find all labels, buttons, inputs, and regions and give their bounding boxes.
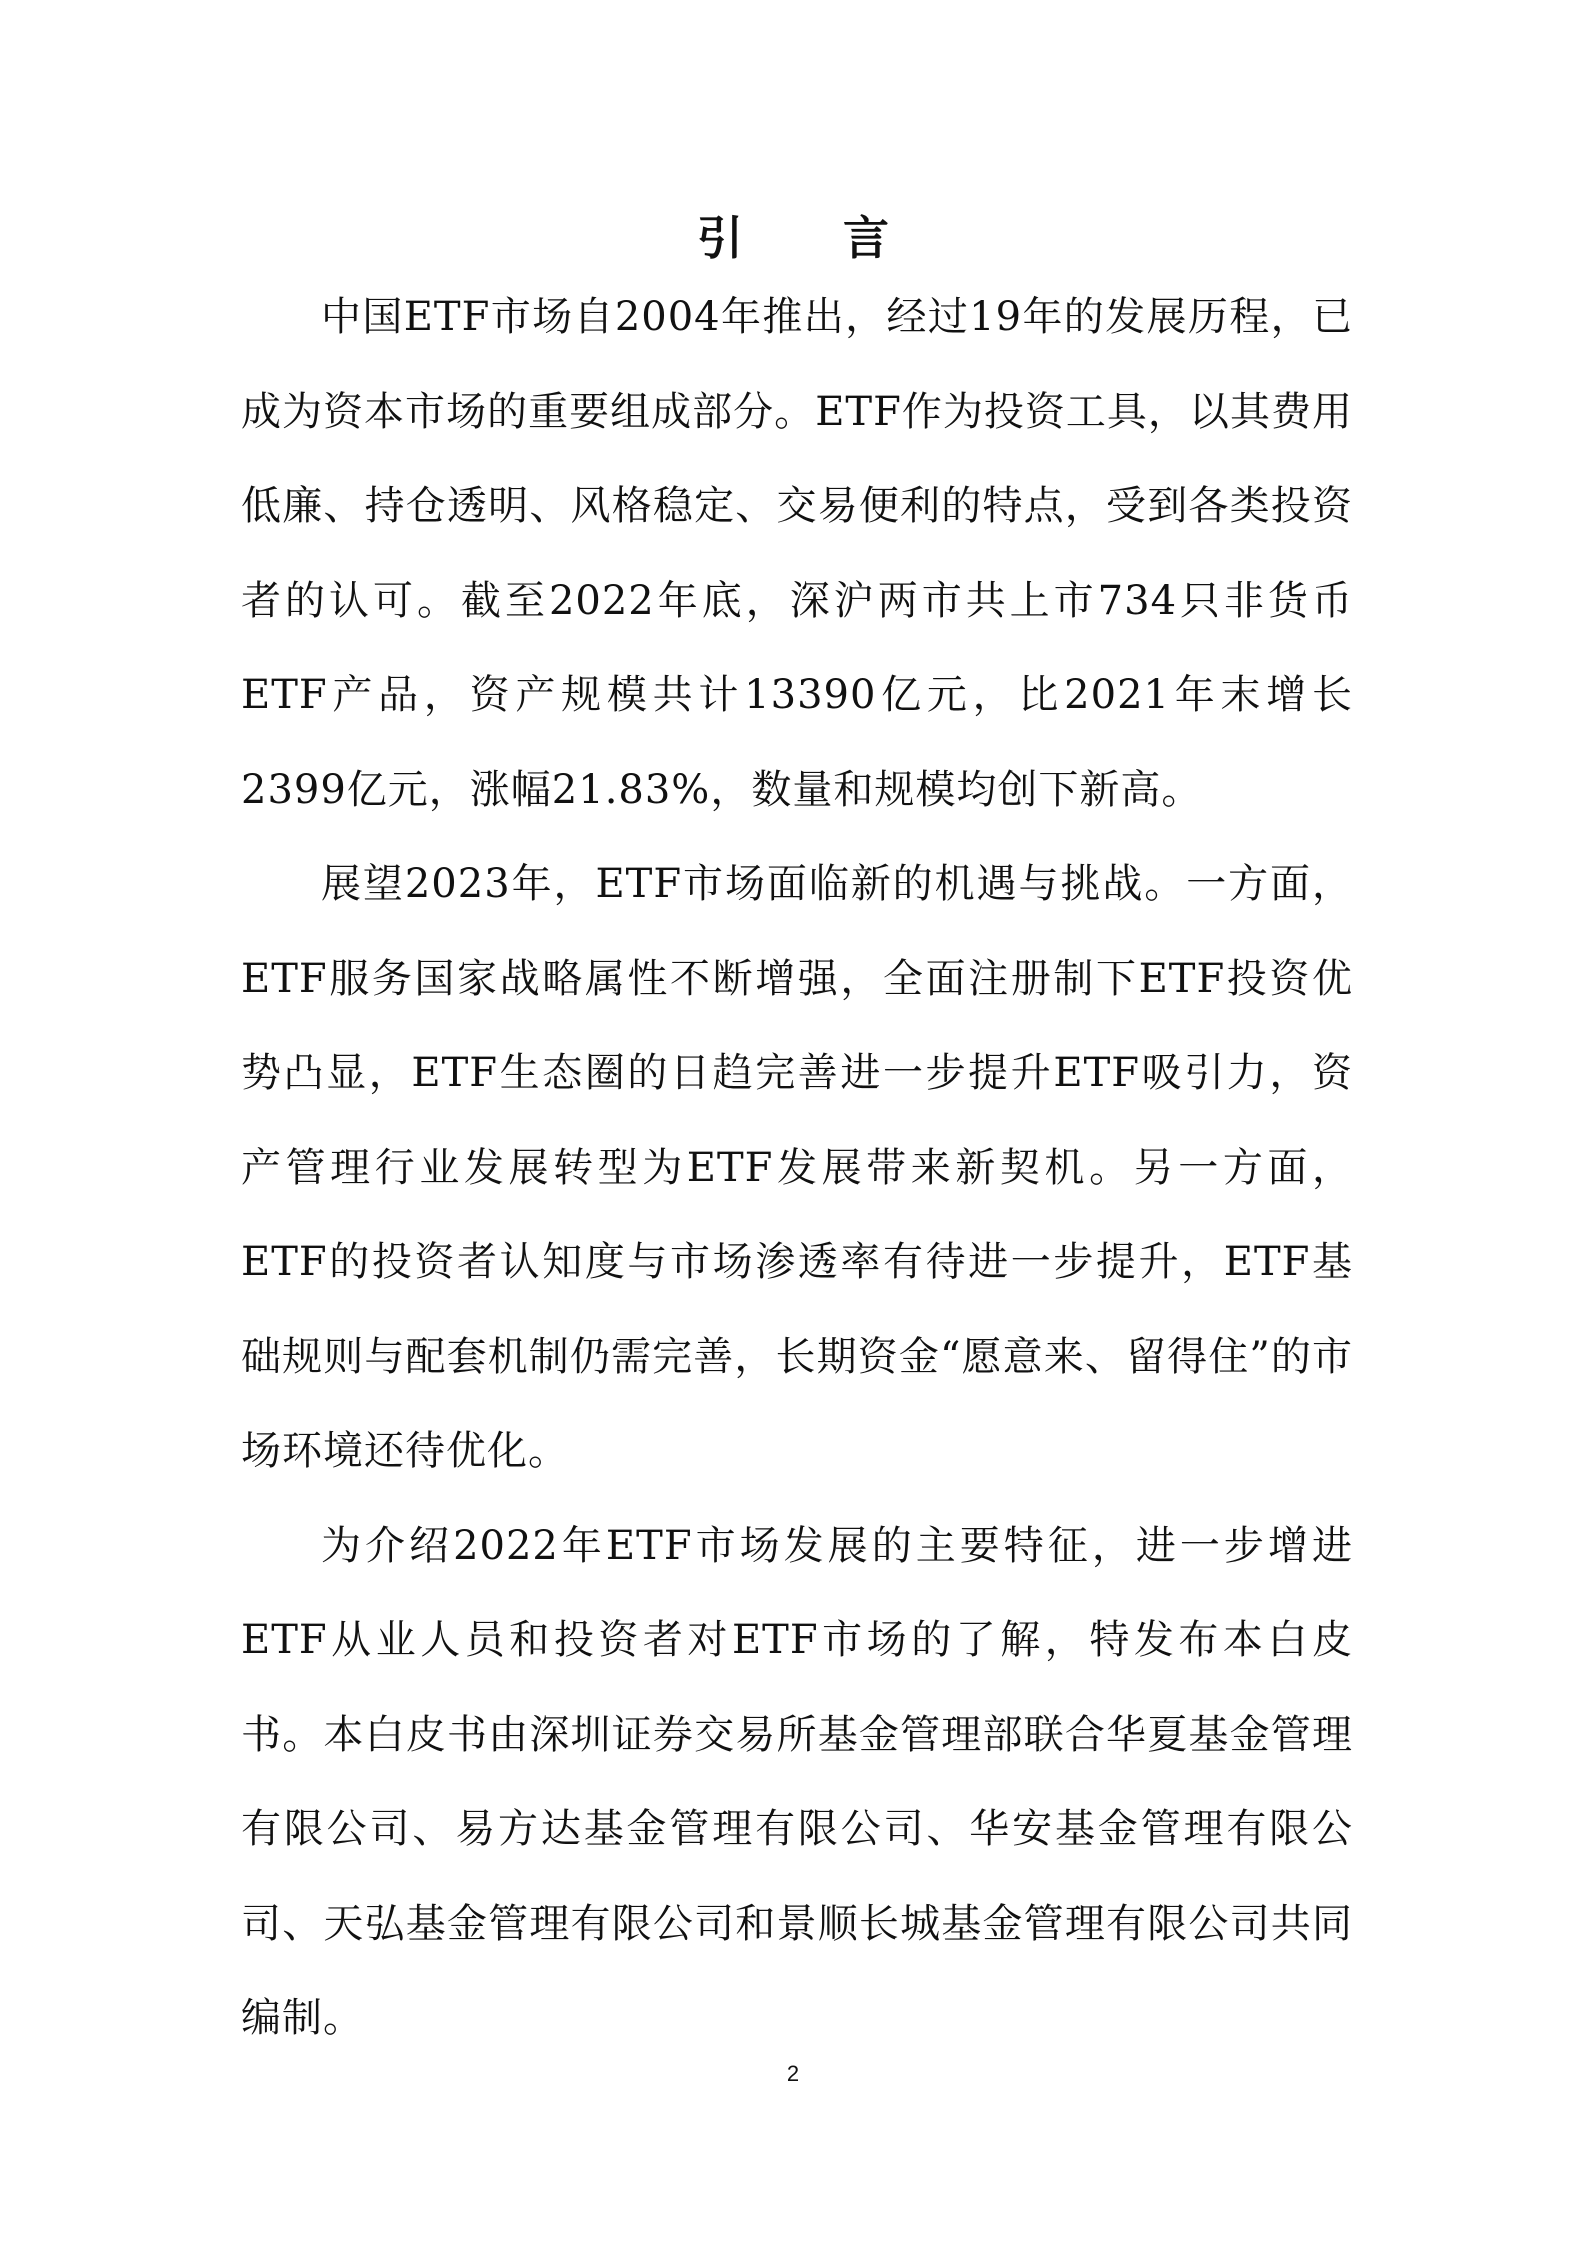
section-title: 引 言 xyxy=(696,211,931,265)
paragraph-outlook: 展望2023年，ETF市场面临新的机遇与挑战。一方面，ETF服务国家战略属性不断增强，全面注册制下ETF投资优势凸显，ETF生态圈的日趋完善进一步提升ETF吸引力，资产管理行业发展转型为ETF发展带来新契机。另一方面，ETF的投资者认知度与市场渗透率有待进一步提升，ETF基础规则与配套机制仍需完善，长期资金“愿意来、留得住”的市场环境还待优化。 xyxy=(241,861,1353,1474)
paragraph-intro: 中国ETF市场自2004年推出，经过19年的发展历程，已成为资本市场的重要组成部分。ETF作为投资工具，以其费用低廉、持仓透明、风格稳定、交易便利的特点，受到各类投资者的认可。截至2022年底，深沪两市共上市734只非货币ETF产品，资产规模共计13390亿元，比2021年末增长2399亿元，涨幅21.83%，数量和规模均创下新高。 xyxy=(241,294,1353,813)
document-body xyxy=(241,270,1353,2066)
page-number: 2 xyxy=(786,2061,800,2086)
paragraph-purpose: 为介绍2022年ETF市场发展的主要特征，进一步增进ETF从业人员和投资者对ETF市场的了解，特发布本白皮书。本白皮书由深圳证券交易所基金管理部联合华夏基金管理有限公司、易方达基金管理有限公司、华安基金管理有限公司、天弘基金管理有限公司和景顺长城基金管理有限公司共同编制。 xyxy=(241,1522,1353,2041)
